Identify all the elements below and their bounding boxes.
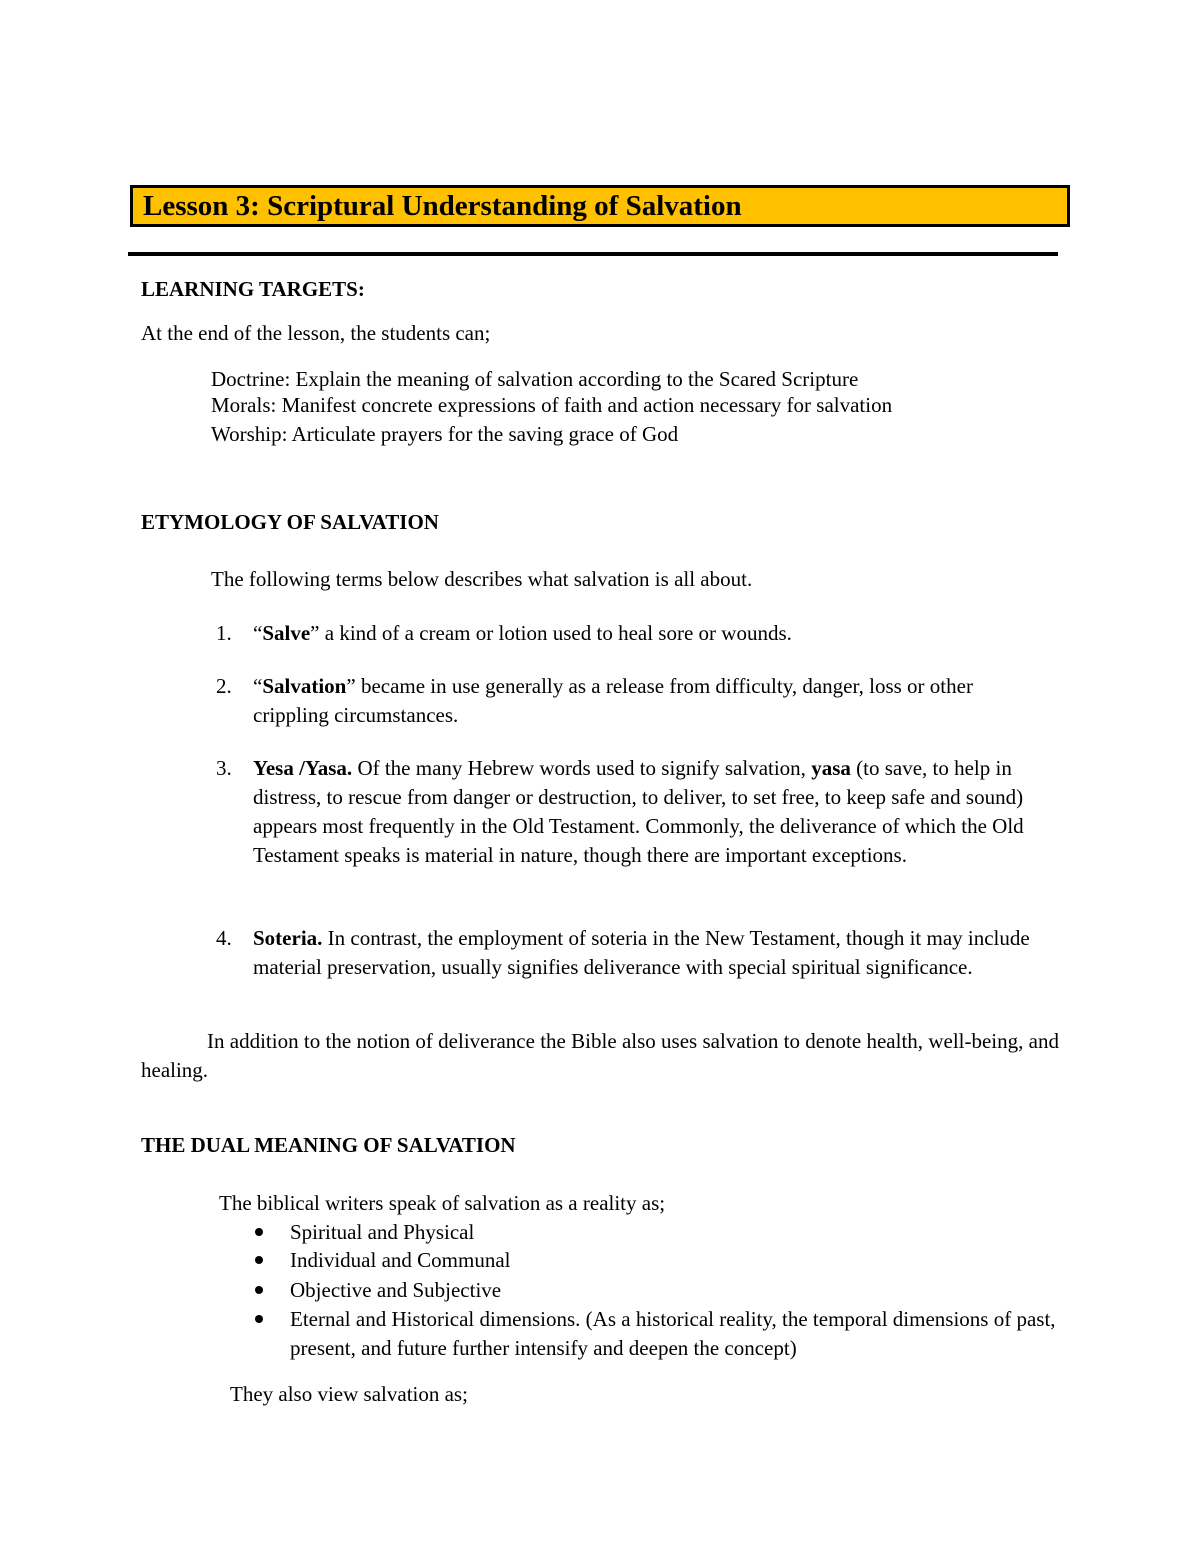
target-morals: Morals: Manifest concrete expressions of faith and action necessary for salvation (211, 393, 893, 417)
bullet-icon (255, 1315, 263, 1323)
bullet-icon (255, 1286, 263, 1294)
item-text: Soteria. In contrast, the employment of soteria in the New Testament, though it may include material preservation, usually signifies deliverance with special spiritual significance. (253, 926, 1030, 979)
term-yasa: yasa (811, 756, 851, 780)
lesson-title: Lesson 3: Scriptural Understanding of Salvation (143, 190, 742, 222)
dual-meaning-intro: The biblical writers speak of salvation as a reality as; (219, 1191, 666, 1215)
term-yesa-yasa: Yesa /Yasa. (253, 756, 353, 780)
item-text: “Salvation” became in use generally as a release from difficulty, danger, loss or other crippling circumstances. (253, 674, 973, 727)
term-salvation: Salvation (262, 674, 347, 698)
term-soteria: Soteria. (253, 926, 323, 950)
etymology-intro: The following terms below describes what salvation is all about. (211, 567, 753, 591)
item-number: 3. (216, 756, 232, 780)
learning-targets-heading: LEARNING TARGETS: (141, 277, 365, 301)
item-number: 2. (216, 674, 232, 698)
document-page: Lesson 3: Scriptural Understanding of Salvation LEARNING TARGETS: At the end of the lesson, the students can; Doctrine: Explain the meaning of salvation according to the Scared Scripture Morals: Manifest concrete expressions of faith and action necessary for salvation Worship: Articulate prayers for the saving grace of God ETYMOLOGY OF SALVATION The following terms below describes what salvation is all about. 1. “Salve” a kind of a cream or lotion used to heal sore or wounds. 2. “Salvation” became in use generally as a release from difficulty, danger, loss or other crippling circumstances. 3. Yesa /Yasa. Of the many Hebrew words used to signify salvation, yasa (to save, to help in distress, to rescue from danger or destruction, to deliver, to set free, to keep safe and sound) appears most frequently in the Old Testament. Commonly, the deliverance of which the Old Testament speaks is material in nature, though there are important exceptions. 4. Soteria. In contrast, the employment of soteria in the New Testament, though it may include material preservation, usually signifies deliverance with special spiritual significance. In addition to the notion of deliverance the Bible also uses salvation to denote health, well-being, and healing. THE DUAL MEANING OF SALVATION The biblical writers speak of salvation as a reality as; Spiritual and Physical Individual and Communal Objective and Subjective Eternal and Historical dimensions. (As a historical reality, the temporal dimensions of past, present, and future further intensify and deepen the concept) They also view salvation as; (0, 0, 1200, 1553)
dual-meaning-also: They also view salvation as; (230, 1382, 468, 1406)
bullet-icon (255, 1256, 263, 1264)
learning-targets-intro: At the end of the lesson, the students can; (141, 321, 491, 345)
etymology-heading: ETYMOLOGY OF SALVATION (141, 510, 439, 534)
target-worship: Worship: Articulate prayers for the saving grace of God (211, 422, 679, 446)
bullet-icon (255, 1228, 263, 1236)
etymology-closing-paragraph: In addition to the notion of deliverance the Bible also uses salvation to denote health, well-being, and healing. (141, 1029, 1059, 1082)
lesson-title-box (130, 185, 1070, 227)
target-doctrine: Doctrine: Explain the meaning of salvation according to the Scared Scripture (211, 367, 859, 391)
item-text: “Salve” a kind of a cream or lotion used to heal sore or wounds. (253, 621, 792, 645)
item-number: 4. (216, 926, 232, 950)
dual-meaning-heading: THE DUAL MEANING OF SALVATION (141, 1133, 516, 1157)
item-text: Yesa /Yasa. Of the many Hebrew words used to signify salvation, yasa (to save, to help in distress, to rescue from danger or destruction, to deliver, to set free, to keep safe and sound) appears most frequently in the Old Testament. Commonly, the deliverance of which the Old Testament speaks is material in nature, though there are important exceptions. (253, 756, 1024, 867)
item-number: 1. (216, 621, 232, 645)
horizontal-rule (128, 252, 1058, 256)
term-salve: Salve (262, 621, 311, 645)
